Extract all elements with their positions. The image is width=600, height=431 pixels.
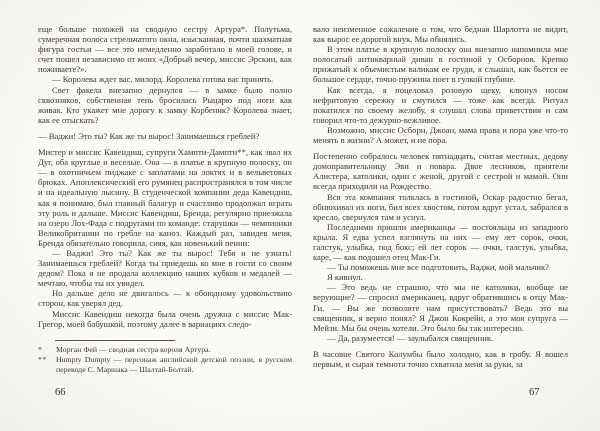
footnote-marker: ** — [38, 355, 47, 364]
paragraph: — Ваджи! Это ты? Как же ты вырос! Занимаешься греблей? — [38, 130, 260, 141]
paragraph: Свет факела внезапно дернулся — в замке было полно сквозняков, собственная тень бросилась Рыцарю под ноги как живая. Кто укажет мне дорогу к замку Корбеник? Королева знает, как ее отыскать? — [38, 84, 292, 125]
paragraph: Я кивнул. — [327, 272, 363, 283]
paragraph: Но дальше дело не двигалось — к обоюдному удовольствию сторон, как уверял дед. — [38, 288, 292, 309]
paragraph: Как всегда, я поцеловал розовую щеку, клюнул носом нефритовую сережку и смутился — тоже как всегда. Ритуал покатился по своему желобу, я слушал слова приветствия и сам говорил что-то дежурно-вежливое. — [313, 84, 568, 125]
left-page-footnotes — [38, 340, 292, 375]
paragraph: Мистер и миссис Кавендиш, супруги Хампти-Дампти**, как звал их Дуг, оба круглые и веселые. Она — в платье в крупную полоску, он — в охотничьем пиджаке с заплатами на локтях и в вельветовых брюках. Апоплексический его румянец распространялся в том числе и на идеальную лысину. В студенческой компании деда Кавендиш, как я понимаю, был главный балагур и счастливо продолжал играть эту роль и дальше. Миссис Кавендиш, Бренда, регулярно приезжала на озеро Лох-Фада с подругами по команде: старушки — чемпионки Великобритании по гребле на каноэ. Каждый раз, завидев меня, Бренда обязательно говорила, сияя, как новенький пенни: — [38, 147, 292, 248]
footnote-text: Humpty Dumpty — персонаж английской детской поэзии, в русском переводе С. Маршака — Шалтай-Болтай. — [56, 355, 292, 374]
paragraph: Постепенно собралось человек пятнадцать, считая местных, дедову домоправительницу Эви и повара. Двое лесников, приятели Алистера, католики, один с женой, другой с сестрой и мамой. Они всегда приходили на Рождество. — [313, 151, 568, 192]
page-number-left: 66 — [55, 387, 66, 398]
paragraph: — Ваджи! Это ты? Как же ты вырос! Тебя и не узнать! Занимаешься греблей? Когда ты приедешь ко мне в гости со своим дедом? Пока я не продала коллекцию наших кубков и медалей — мечтаю, чтобы ты их увидел. — [38, 247, 292, 289]
paragraph: Последними пришли американцы — постояльцы из западного крыла. Я едва успел взглянуть на них — ему лет сорок, очки, галстук, улыбка, под бокс; ей лет сорок — очки, галстук, улыбка, каре, — как подошел отец Мак-Ги. — [313, 221, 568, 263]
left-page-text-column — [38, 24, 292, 329]
footnote — [38, 345, 292, 355]
paragraph: — Королева ждет вас, милорд. Королева готова вас принять. — [52, 74, 274, 85]
paragraph: Миссис Кавендиш некогда была очень дружна с миссис Мак-Грегор, моей бабушкой, поэтому далее в вариациях следо- — [38, 308, 292, 329]
paragraph: Вся эта компания толклась в гостиной, Оскар радостно бегал, обнюхивал их ноги, бил всех хвостом, потом вдруг устал, забрался в кресло, свернулся там и уснул. — [313, 191, 568, 222]
right-page-text-column — [313, 24, 568, 369]
paragraph: — Да, разумеется! — заулыбался священник. — [327, 332, 494, 343]
footnote — [38, 355, 292, 375]
footnote-separator-rule — [55, 340, 175, 341]
footnote-text: Морган Фей — сводная сестра короля Артура. — [56, 345, 211, 354]
paragraph: еще больше похожей на сводную сестру Артура*. Полутьма, сумеречная полоса стрельчатого окна, изысканная, почти шахматная фигура гостьи — все это немедленно заработало в моей голове, и счет пошел независимо от моих «Добрый вечер, миссис Эрскин, как поживаете?». — [38, 24, 292, 75]
paragraph: В часовне Святого Колумбы было холодно, как в гробу. Я вошел первым, и сырая темнота точно схватила меня за руки, за — [313, 348, 568, 369]
paragraph: вало неизменное сожаление о том, что бедная Шарлотта не видит, как вырос ее дорогой внук. Мы обнялись. — [313, 24, 568, 45]
paragraph: Возможно, миссис Осборн, Джоан, мама права и пора уже что-то менять в жизни? А может, и не пора. — [313, 124, 568, 146]
paragraph: — Это ведь не страшно, что мы не католики, вообще не верующие? — спросил американец, вдруг обратившись к отцу Мак-Ги. — Вы же позволите нам присутствовать? Ведь это вы священник, я верно понял? Я Джон Кокрейн, а это моя супруга — Мейзи. Мы бы очень хотели. Это было бы так интересно. — [313, 282, 568, 333]
page-number-right: 67 — [529, 387, 540, 398]
paragraph: В этом платье в крупную полоску она внезапно напомнила мне полосатый антикварный диван в гостиной у Осборнов. Крепко прижатый к объемистым валикам ее груди, я слышал, как бьется ее большое сердце, точно пружина поет в гулкой глубине. — [313, 44, 568, 85]
footnote-marker: * — [38, 345, 43, 354]
footnote-list — [38, 345, 292, 375]
paragraph: — Ты поможешь мне все подготовить, Ваджи, мой мальчик? — [327, 262, 550, 273]
